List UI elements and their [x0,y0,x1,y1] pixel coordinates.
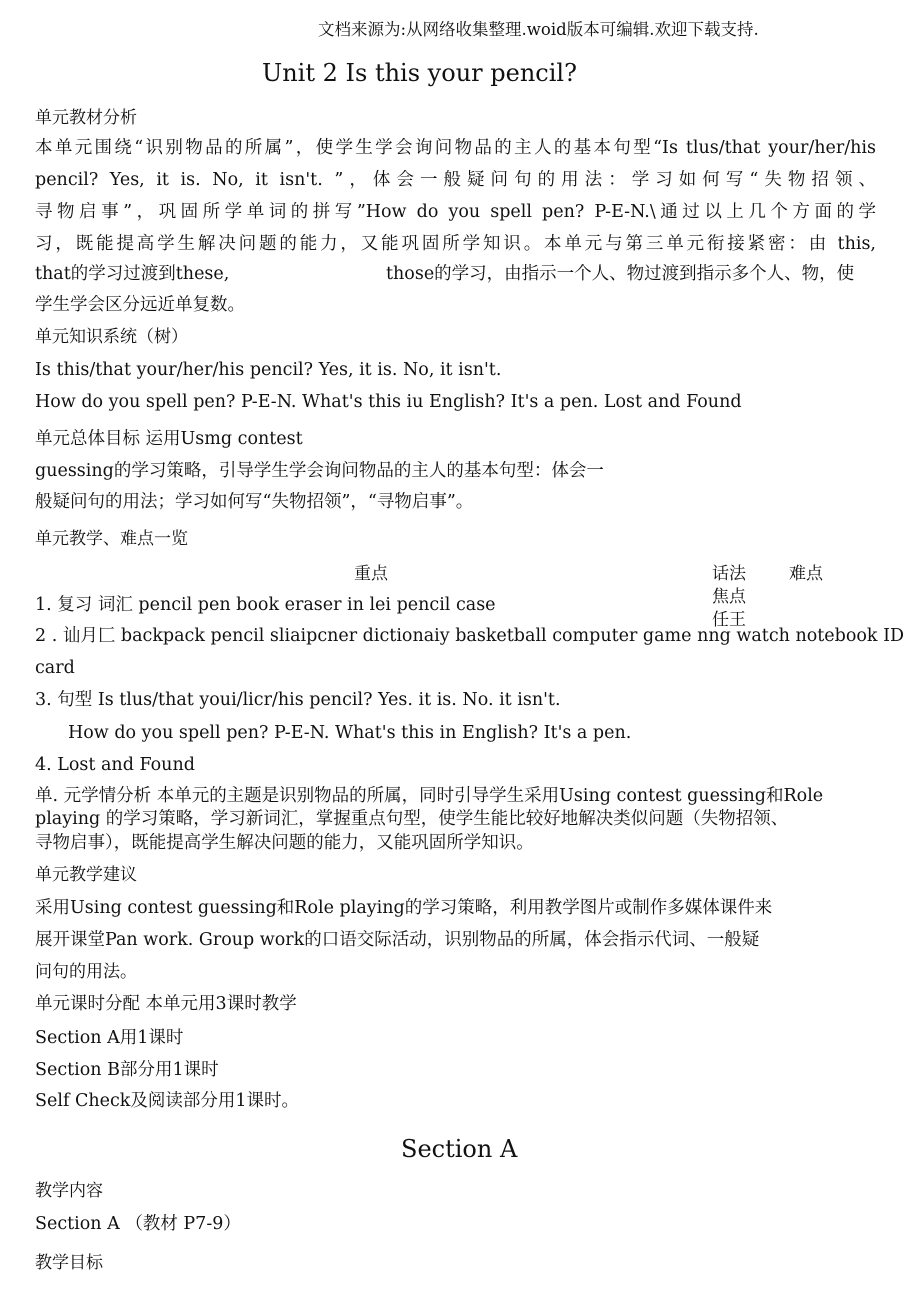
content-heading: 教学内容 [35,1181,103,1201]
keypoint-item: 1. 复习 词汇 pencil pen book eraser in lei pencil case [35,595,496,615]
analysis-line: 寻物启事”，巩固所学单词的拼写”How do you spell pen? P-E-N.\通过以上几个方面的学 [35,202,876,222]
knowledge-heading: 单元知识系统（树） [35,327,188,347]
schedule-line: Section B部分用1课时 [35,1060,219,1080]
objective-heading: 教学目标 [35,1253,103,1273]
analysis-line: those的学习，由指示一个人、物过渡到指示多个人、物，使 [386,264,855,284]
analysis-heading: 单元教材分析 [35,108,137,128]
knowledge-line: Is this/that your/her/his pencil? Yes, it is. No, it isn't. [35,360,502,380]
keypoint-item: How do you spell pen? P-E-N. What's this in English? It's a pen. [68,723,632,743]
section-a-title: Section A [401,1135,518,1163]
analysis-line: 本单元围绕“识别物品的所属”，使学生学会询问物品的主人的基本句型“Is tlus/that your/her/his [35,138,876,158]
suggestion-line: 展开课堂Pan work. Group work的口语交际活动，识别物品的所属，体会指示代词、一般疑 [35,930,760,950]
analysis-line: 学生学会区分远近单复数。 [35,295,245,315]
schedule-line: Section A用1课时 [35,1028,184,1048]
goals-heading: 单元总体目标 运用Usmg contest [35,429,303,449]
header-note: 文档来源为:从网络收集整理.woid版本可编辑.欢迎下载支持. [318,20,759,39]
suggestion-line: 问句的用法。 [35,962,137,982]
keypoint-item: card [35,658,75,678]
keypoint-item: 3. 句型 Is tlus/that youi/licr/his pencil? Yes. it is. No. it isn't. [35,690,561,710]
goals-line: guessing的学习策略，引导学生学会询问物品的主人的基本句型：体会一 [35,461,604,481]
col-difficult-header: 难点 [789,564,823,584]
schedule-line: Self Check及阅读部分用1课时。 [35,1091,300,1111]
schedule-heading: 单元课时分配 本单元用3课时教学 [35,994,297,1014]
keypoint-item: 2 . 讪月匚 backpack pencil sliaipcner dictionaiy basketball computer game nng watch notebook ID [35,626,905,646]
learner-line: 单. 元学情分析 本单元的主题是识别物品的所属，同时引导学生采用Using contest guessing和Role [35,786,824,806]
analysis-line: 习，既能提高学生解决问题的能力，又能巩固所学知识。本单元与第三单元衔接紧密：由 this, [35,234,876,254]
analysis-line: pencil? Yes, it is. No, it isn't. ”，体会一般疑问句的用法：学习如何写“失物招领、 [35,170,876,190]
col-key-header: 重点 [354,564,388,584]
col-focus-text: 话法焦点 [712,564,746,607]
analysis-line: that的学习过渡到these, [35,264,230,284]
keypoints-heading: 单元教学、难点一览 [35,529,188,549]
col-focus-clipped-text: 任王 [712,610,746,630]
page-title: Unit 2 Is this your pencil? [262,59,577,87]
content-line: Section A （教材 P7-9） [35,1214,241,1234]
learner-line: 寻物启事），既能提高学生解决问题的能力，又能巩固所学知识。 [35,833,534,853]
learner-line: playing 的学习策略，学习新词汇，掌握重点句型，使学生能比较好地解决类似问题（失物招领、 [35,809,789,829]
col-focus-header [712,563,750,630]
knowledge-line: How do you spell pen? P-E-N. What's this iu English? It's a pen. Lost and Found [35,392,742,412]
keypoint-item: 4. Lost and Found [35,755,195,775]
suggestion-heading: 单元教学建议 [35,865,137,885]
suggestion-line: 采用Using contest guessing和Role playing的学习策略，利用教学图片或制作多媒体课件来 [35,898,773,918]
goals-line: 般疑问句的用法；学习如何写“失物招领”，“寻物启事”。 [35,492,474,512]
